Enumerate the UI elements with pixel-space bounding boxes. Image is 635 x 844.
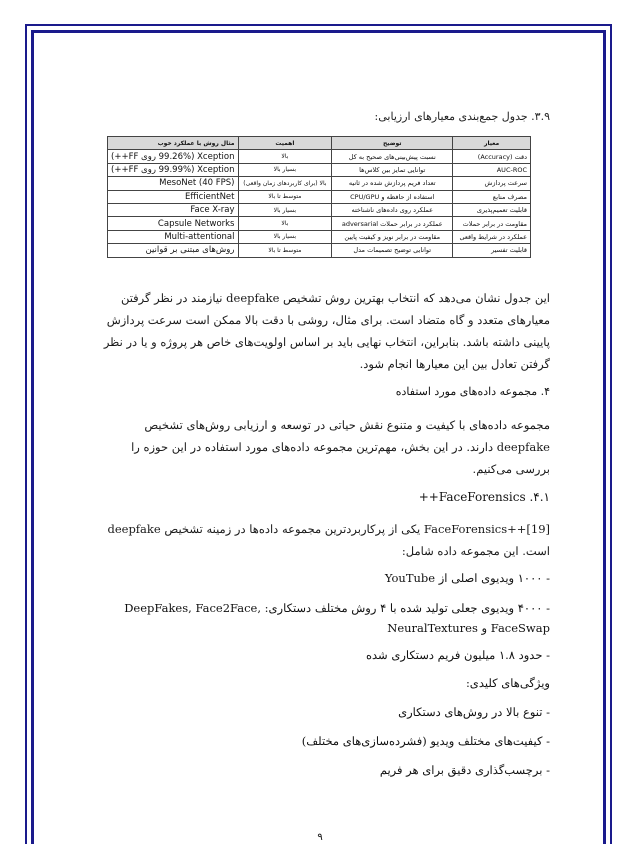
table-row: [108, 190, 531, 203]
cell-example-method: Multi-attentional: [108, 230, 239, 243]
cell-importance: بالا: [238, 217, 332, 230]
cell-importance: بسیار بالا: [238, 163, 332, 176]
cell-example-method: Face X-ray: [108, 203, 239, 216]
list-item: - ۱۰۰۰ ویدیوی اصلی از YouTube: [384, 571, 550, 585]
cell-description: مقاومت در برابر نویز و کیفیت پایین: [332, 230, 453, 243]
cell-importance: بالا: [238, 150, 332, 163]
cell-importance: بسیار بالا: [238, 203, 332, 216]
cell-example-method: MesoNet (40 FPS): [108, 177, 239, 190]
cell-importance: متوسط تا بالا: [238, 244, 332, 257]
header-example-method: مثال روش با عملکرد خوب: [108, 137, 239, 150]
cell-example-method: روش‌های مبتنی بر قوانین: [108, 244, 239, 257]
cell-description: توانایی تمایز بین کلاس‌ها: [332, 163, 453, 176]
key-features-heading: ویژگی‌های کلیدی:: [465, 676, 550, 690]
section-4-1-paragraph: FaceForensics++[19] یکی از پرکاربردترین مجموعه داده‌ها در زمینه تشخیص deepfake است. این مجموعه داده شامل:: [107, 522, 550, 558]
cell-description: استفاده از حافظه و CPU/GPU: [332, 190, 453, 203]
list-item: - ۴۰۰۰ ویدیوی جعلی تولید شده با ۴ روش مختلف دستکاری: DeepFakes, Face2Face, FaceSwap و NeuralTextures: [124, 601, 550, 635]
header-importance: اهمیت: [238, 137, 332, 150]
cell-example-method: Xception (99.26% روی FF++): [108, 150, 239, 163]
table-header-row: [108, 137, 531, 150]
cell-description: توانایی توضیح تصمیمات مدل: [332, 244, 453, 257]
cell-example-method: Capsule Networks: [108, 217, 239, 230]
table-row: [108, 163, 531, 176]
table-row: [108, 150, 531, 163]
table-row: [108, 244, 531, 257]
table-row: [108, 230, 531, 243]
cell-importance: بسیار بالا: [238, 230, 332, 243]
table-row: [108, 177, 531, 190]
feature-item: - تنوع بالا در روش‌های دستکاری: [398, 705, 550, 719]
table-row: [108, 203, 531, 216]
intro-paragraph: این جدول نشان می‌دهد که انتخاب بهترین روش تشخیص deepfake نیازمند در نظر گرفتن معیارهای متعدد و گاه متضاد است. برای مثال، روشی با دقت بالا ممکن است سرعت پردازش پایینی داشته باشد. بنابراین، انتخاب نهایی باید بر اساس اولویت‌های خاص هر پروژه و یا در نظر گرفتن تعادل بین این معیارها انجام شود.: [103, 291, 550, 371]
section-4-heading: ۴. مجموعه داده‌های مورد استفاده: [395, 385, 550, 398]
cell-criterion: عملکرد در شرایط واقعی: [453, 230, 531, 243]
cell-criterion: دقت (Accuracy): [453, 150, 531, 163]
feature-item: - کیفیت‌های مختلف ویدیو (فشرده‌سازی‌های مختلف): [301, 734, 550, 748]
section-4-1-heading: ۴.۱. FaceForensics++: [418, 490, 550, 504]
cell-description: نسبت پیش‌بینی‌های صحیح به کل: [332, 150, 453, 163]
evaluation-criteria-table: [107, 136, 531, 258]
cell-criterion: سرعت پردازش: [453, 177, 531, 190]
feature-item: - برچسب‌گذاری دقیق برای هر فریم: [379, 763, 550, 777]
cell-criterion: AUC-ROC: [453, 163, 531, 176]
section-3-9-heading: ۳.۹. جدول جمع‌بندی معیارهای ارزیابی:: [374, 110, 550, 123]
page-number: ۹: [317, 832, 323, 843]
header-criterion: معیار: [453, 137, 531, 150]
cell-criterion: مصرف منابع: [453, 190, 531, 203]
cell-description: عملکرد در برابر حملات adversarial: [332, 217, 453, 230]
table-row: [108, 217, 531, 230]
cell-criterion: قابلیت تفسیر: [453, 244, 531, 257]
cell-criterion: قابلیت تعمیم‌پذیری: [453, 203, 531, 216]
cell-importance: متوسط تا بالا: [238, 190, 332, 203]
list-item: - حدود ۱.۸ میلیون فریم دستکاری شده: [366, 648, 550, 662]
cell-example-method: Xception (99.99% روی FF++): [108, 163, 239, 176]
cell-criterion: مقاومت در برابر حملات: [453, 217, 531, 230]
cell-example-method: EfficientNet: [108, 190, 239, 203]
section-4-paragraph: مجموعه داده‌های با کیفیت و متنوع نقش حیاتی در توسعه و ارزیابی روش‌های تشخیص deepfake دارند. در این بخش، مهم‌ترین مجموعه داده‌های مورد استفاده در این حوزه را بررسی می‌کنیم.: [131, 418, 550, 476]
cell-description: تعداد فریم پردازش شده در ثانیه: [332, 177, 453, 190]
cell-description: عملکرد روی داده‌های ناشناخته: [332, 203, 453, 216]
header-description: توضیح: [332, 137, 453, 150]
cell-importance: بالا (برای کاربردهای زمان واقعی): [238, 177, 332, 190]
